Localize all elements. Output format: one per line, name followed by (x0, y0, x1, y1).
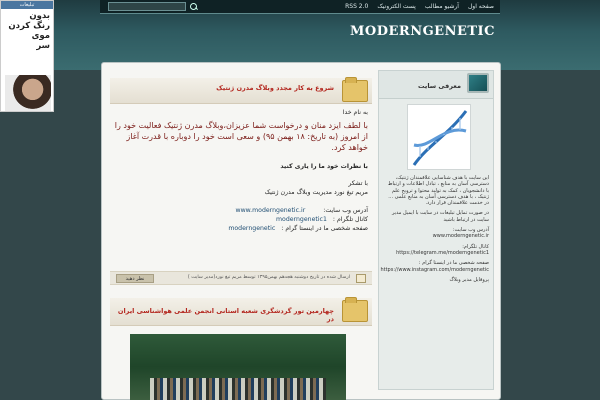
post-quote: با لطف ایزد منان و درخواست شما عزیزان،وبلاگ مدرن ژنتیک فعالیت خود را از امروز (به تاریخ: ۱۸ بهمن ۹۵) و سعی است خود را دوباره با قدرت آغاز خواهد کرد. (114, 121, 368, 152)
post-signature: مریم تیغ نورد مدیریت وبلاگ مدرن ژنتیک (264, 189, 368, 196)
post-telegram-row (112, 215, 368, 224)
post-photo (130, 334, 346, 400)
sidebar-website-label: آدرس وب سایت: (452, 227, 489, 234)
post-website-row (112, 206, 368, 215)
sidebar-telegram-label: کانال تلگرام: (462, 243, 489, 250)
sidebar-about: این سایت با هدف شناسایی علاقمندان ژنتیک، دسترسی آسان به منابع ، تبادل اطلاعات و ارتباط با دانشجویان ، کمک به تولید محتوا و ترویج علم ژنتیک ، با هدف دسترسی آسان به منابع علمی ... در خدمت علاقمندان قرار دارد. (387, 175, 489, 207)
post-instagram-link[interactable]: moderngenetic (228, 225, 276, 232)
site-title[interactable]: MODERNGENETIC (350, 24, 495, 39)
dna-image (407, 104, 471, 170)
sidebar-body (380, 175, 489, 287)
comment-button[interactable]: نظر دهید (116, 274, 154, 283)
post-greeting: به نام خدا (342, 109, 368, 116)
post-title[interactable]: چهارمین تور گردشگری شعبه استانی انجمن علمی هواشناسی ایران در (117, 307, 334, 323)
ad-text-line: سر (36, 41, 50, 51)
post-website-label: آدرس وب سایت: (323, 207, 368, 214)
top-navigation (100, 0, 500, 14)
ad-label: تبلیغات (1, 1, 53, 9)
sidebar-website-link[interactable]: www.moderngenetic.ir (432, 233, 489, 240)
post-instagram-row (112, 224, 368, 233)
sidebar-instagram-label: صفحه شخصی ما در اینستا گرام : (418, 260, 489, 267)
ad-text-line: رنگ کردن (8, 21, 50, 31)
sidebar (378, 70, 494, 390)
ad-banner[interactable] (0, 0, 54, 112)
calendar-icon (356, 274, 366, 283)
search-input[interactable] (108, 2, 186, 11)
ad-image (5, 75, 51, 111)
post-header (110, 78, 372, 104)
monitor-icon (467, 73, 489, 93)
post-telegram-link[interactable]: moderngenetic1 (276, 216, 327, 223)
folder-icon (342, 300, 368, 322)
nav-link-rss[interactable]: RSS 2.0 (345, 3, 369, 10)
post-highlight: با نظرات خود ما را یاری کنید (280, 163, 368, 170)
ad-text-line: بدون (29, 11, 50, 21)
group-photo-people (150, 378, 326, 400)
nav-link-home[interactable]: صفحه اول (467, 3, 494, 10)
folder-icon (342, 80, 368, 102)
nav-links (345, 3, 494, 10)
sidebar-telegram-link[interactable]: https://telegram.me/moderngenetic1 (396, 249, 489, 256)
ad-text (1, 9, 53, 51)
nav-link-email[interactable]: پست الکترونیک (377, 3, 416, 10)
search-icon[interactable] (189, 2, 199, 12)
post-footer (110, 271, 372, 285)
post-meta: ارسال شده در تاریخ دوشنبه هجدهم بهمن۱۳۹۵ توسط مریم تیغ نورد(مدیر سایت ) (187, 275, 350, 280)
sidebar-profile-link[interactable]: پروفایل مدیر وبلاگ (449, 276, 489, 283)
sidebar-ad-note: در صورت تمایل تبلیغات در سایت با ایمیل مدیر سایت در ارتباط باشید (392, 210, 489, 223)
nav-link-archive[interactable]: آرشیو مطالب (424, 3, 459, 10)
sidebar-title: معرفی سایت (418, 82, 461, 90)
post-website-link[interactable]: www.moderngenetic.ir (235, 207, 306, 214)
sidebar-header (379, 71, 493, 99)
post-header (110, 298, 372, 326)
post-title[interactable]: شروع به کار مجدد وبلاگ مدرن ژنتیک (216, 84, 334, 92)
post-instagram-label: صفحه شخصی ما در اینستا گرام : (281, 225, 368, 232)
ad-text-line: موی (31, 31, 50, 41)
post-thanks: با تشکر (348, 180, 368, 187)
post-telegram-label: کانال تلگرام : (332, 216, 368, 223)
post-body (112, 108, 368, 233)
sidebar-instagram-link[interactable]: https://www.instagram.com/moderngenetic (380, 266, 489, 273)
dna-helix-icon (408, 105, 471, 170)
